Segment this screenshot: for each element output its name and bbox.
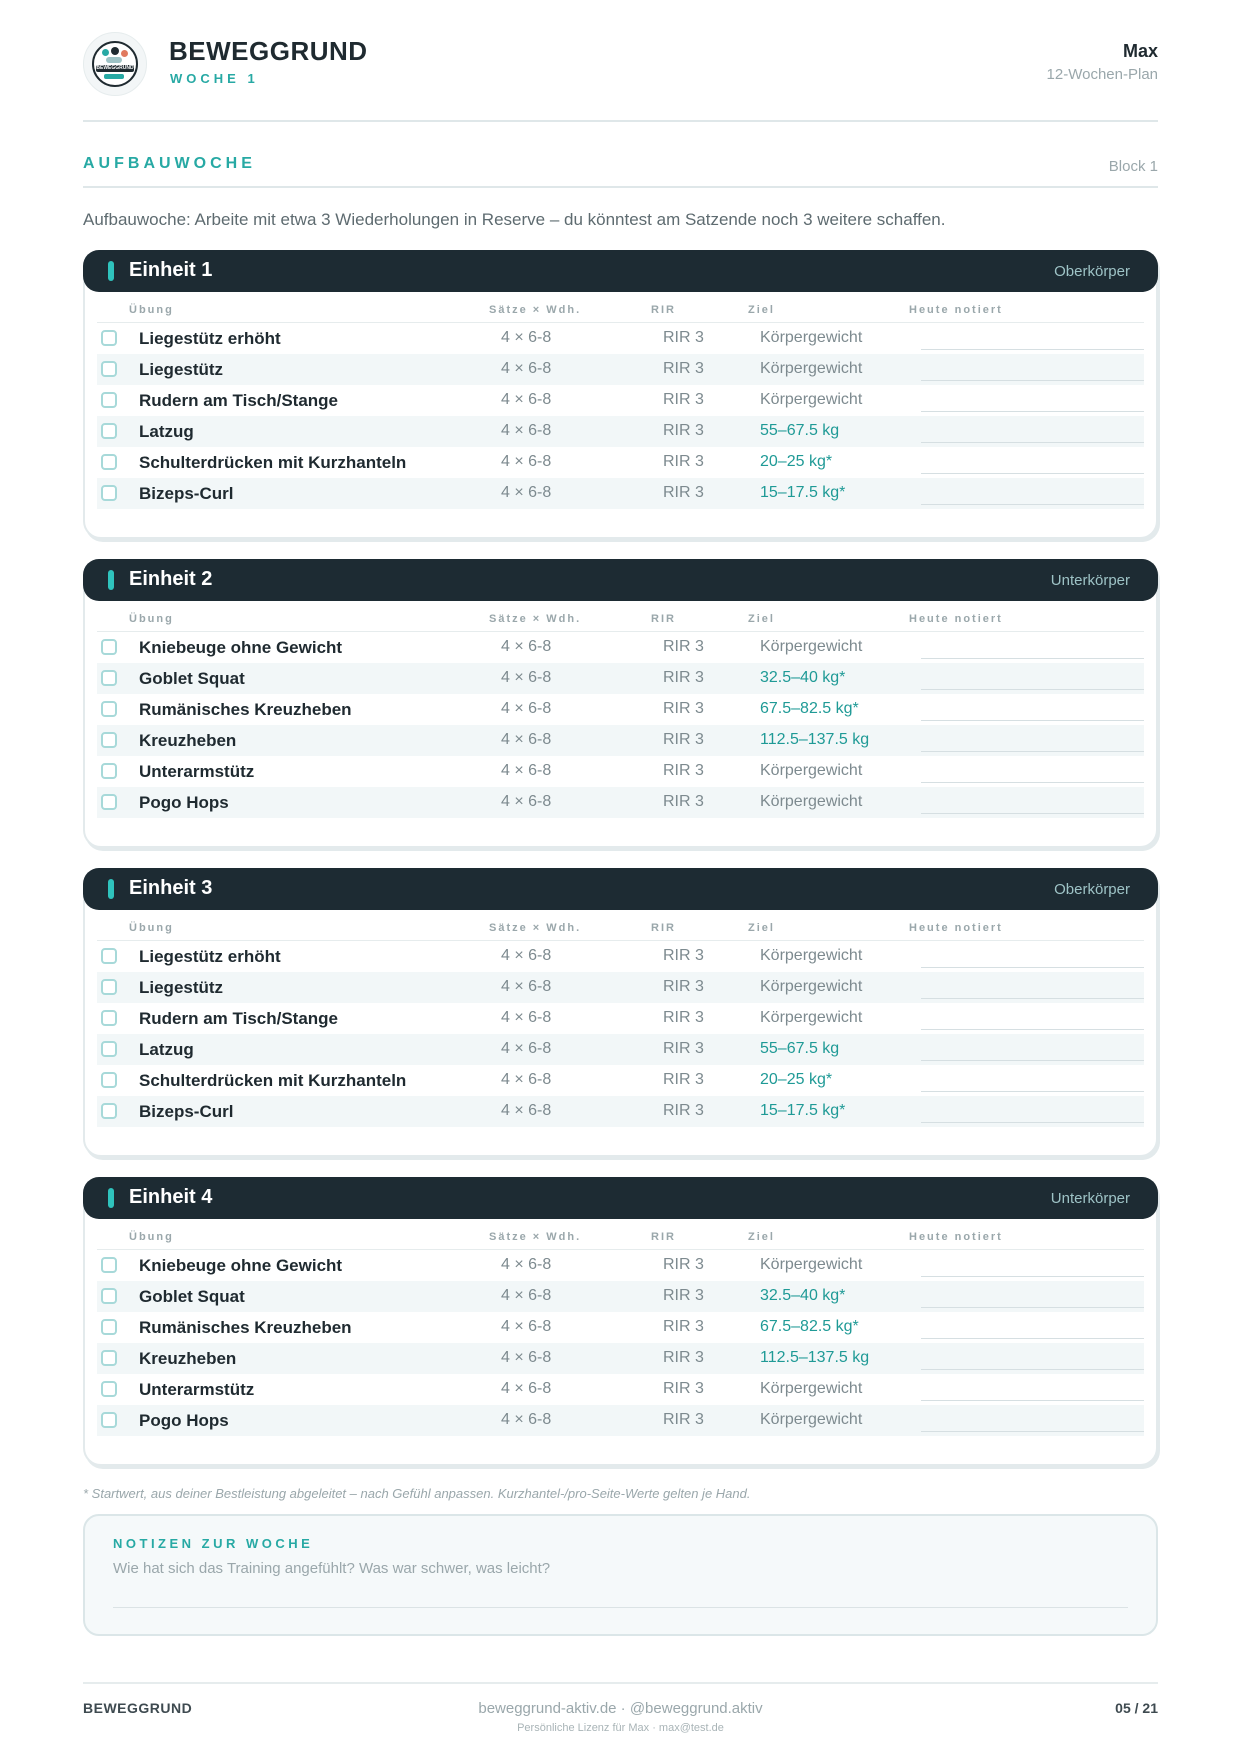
- today-note-field[interactable]: [921, 751, 1144, 752]
- today-note-field[interactable]: [921, 1091, 1144, 1092]
- exercise-row: [97, 385, 1144, 416]
- exercise-name: Rudern am Tisch/Stange: [139, 391, 339, 410]
- exercise-checkbox[interactable]: [101, 948, 117, 964]
- today-note-field[interactable]: [921, 1060, 1144, 1061]
- today-note-field[interactable]: [921, 1307, 1144, 1308]
- sets-reps: 4 × 6-8: [501, 360, 552, 377]
- exercise-name: Liegestütz erhöht: [139, 329, 281, 348]
- today-note-field[interactable]: [921, 1276, 1144, 1277]
- footer-license: Persönliche Lizenz für Max · max@test.de: [517, 1722, 724, 1734]
- sets-reps: 4 × 6-8: [501, 793, 552, 810]
- exercise-checkbox[interactable]: [101, 1350, 117, 1366]
- exercise-name: Rumänisches Kreuzheben: [139, 1318, 352, 1337]
- sets-reps: 4 × 6-8: [501, 1380, 552, 1397]
- goal-value: Körpergewicht: [760, 391, 863, 408]
- goal-value: Körpergewicht: [760, 1411, 863, 1428]
- rir-value: RIR 3: [663, 1287, 704, 1304]
- footer-brand: BEWEGGRUND: [83, 1700, 193, 1716]
- unit-focus-tag: Unterkörper: [1050, 572, 1130, 589]
- exercise-row: [97, 1250, 1144, 1281]
- exercise-checkbox[interactable]: [101, 1103, 117, 1119]
- plan-label: 12-Wochen-Plan: [1046, 66, 1158, 83]
- exercise-name: Kreuzheben: [139, 1349, 237, 1368]
- column-header-note: Heute notiert: [909, 1231, 1003, 1243]
- exercise-rows: [85, 323, 1156, 537]
- unit-accent-marker: [108, 879, 114, 899]
- column-header-sets: Sätze × Wdh.: [489, 1231, 582, 1243]
- rir-value: RIR 3: [663, 422, 704, 439]
- rir-value: RIR 3: [663, 1256, 704, 1273]
- goal-value: 15–17.5 kg*: [760, 1102, 846, 1119]
- unit-accent-marker: [108, 1188, 114, 1208]
- unit-accent-marker: [108, 261, 114, 281]
- exercise-checkbox[interactable]: [101, 1412, 117, 1428]
- exercise-checkbox[interactable]: [101, 330, 117, 346]
- exercise-name: Bizeps-Curl: [139, 484, 234, 503]
- unit-title: Einheit 2: [129, 568, 213, 590]
- table-header-row: [97, 1219, 1144, 1250]
- exercise-name: Pogo Hops: [139, 793, 229, 812]
- rir-value: RIR 3: [663, 1071, 704, 1088]
- exercise-name: Pogo Hops: [139, 1411, 229, 1430]
- goal-value: 32.5–40 kg*: [760, 669, 846, 686]
- block-label: Block 1: [1108, 158, 1158, 175]
- today-note-field[interactable]: [921, 1369, 1144, 1370]
- sets-reps: 4 × 6-8: [501, 731, 552, 748]
- exercise-row: [97, 941, 1144, 972]
- today-note-field[interactable]: [921, 782, 1144, 783]
- today-note-field[interactable]: [921, 411, 1144, 412]
- section-intro: Aufbauwoche: Arbeite mit etwa 3 Wiederholungen in Reserve – du könntest am Satzende noch 3 weitere schaffen.: [83, 210, 946, 229]
- exercise-rows: [85, 632, 1156, 846]
- exercise-checkbox[interactable]: [101, 392, 117, 408]
- sets-reps: 4 × 6-8: [501, 329, 552, 346]
- exercise-row: [97, 694, 1144, 725]
- exercise-name: Schulterdrücken mit Kurzhanteln: [139, 1071, 407, 1090]
- today-note-field[interactable]: [921, 813, 1144, 814]
- today-note-field[interactable]: [921, 473, 1144, 474]
- exercise-checkbox[interactable]: [101, 639, 117, 655]
- logo-emblem-icon: [92, 41, 138, 87]
- goal-value: Körpergewicht: [760, 978, 863, 995]
- exercise-name: Unterarmstütz: [139, 1380, 255, 1399]
- exercise-name: Kreuzheben: [139, 731, 237, 750]
- table-header-row: [97, 601, 1144, 632]
- exercise-row: [97, 1374, 1144, 1405]
- goal-value: 112.5–137.5 kg: [760, 1349, 870, 1366]
- exercise-name: Kniebeuge ohne Gewicht: [139, 638, 343, 657]
- notes-title: NOTIZEN ZUR WOCHE: [113, 1536, 314, 1551]
- column-header-goal: Ziel: [748, 1231, 775, 1243]
- workout-unit-card: [83, 868, 1158, 1157]
- exercise-row: [97, 787, 1144, 818]
- exercise-rows: [85, 941, 1156, 1155]
- unit-title: Einheit 3: [129, 877, 213, 899]
- exercise-name: Latzug: [139, 422, 194, 441]
- page-number: 05 / 21: [1115, 1700, 1158, 1716]
- column-header-sets: Sätze × Wdh.: [489, 922, 582, 934]
- today-note-field[interactable]: [921, 998, 1144, 999]
- exercise-row: [97, 478, 1144, 509]
- exercise-checkbox[interactable]: [101, 732, 117, 748]
- exercise-name: Liegestütz erhöht: [139, 947, 281, 966]
- column-header-goal: Ziel: [748, 304, 775, 316]
- exercise-checkbox[interactable]: [101, 485, 117, 501]
- sets-reps: 4 × 6-8: [501, 391, 552, 408]
- exercise-row: [97, 1312, 1144, 1343]
- exercise-row: [97, 1003, 1144, 1034]
- sets-reps: 4 × 6-8: [501, 978, 552, 995]
- exercise-checkbox[interactable]: [101, 794, 117, 810]
- today-note-field[interactable]: [921, 1029, 1144, 1030]
- sets-reps: 4 × 6-8: [501, 1009, 552, 1026]
- unit-focus-tag: Unterkörper: [1050, 1190, 1130, 1207]
- footnote: * Startwert, aus deiner Bestleistung abgeleitet – nach Gefühl anpassen. Kurzhantel-/pro-Seite-Werte gelten je Hand.: [83, 1486, 751, 1501]
- exercise-checkbox[interactable]: [101, 1381, 117, 1397]
- rir-value: RIR 3: [663, 700, 704, 717]
- exercise-row: [97, 1343, 1144, 1374]
- workout-unit-card: [83, 559, 1158, 848]
- column-header-note: Heute notiert: [909, 613, 1003, 625]
- exercise-row: [97, 1405, 1144, 1436]
- rir-value: RIR 3: [663, 947, 704, 964]
- goal-value: Körpergewicht: [760, 329, 863, 346]
- workout-unit-card: [83, 250, 1158, 539]
- exercise-rows: [85, 1250, 1156, 1464]
- today-note-field[interactable]: [921, 1338, 1144, 1339]
- week-label: WOCHE 1: [170, 71, 259, 86]
- exercise-name: Latzug: [139, 1040, 194, 1059]
- sets-reps: 4 × 6-8: [501, 1071, 552, 1088]
- exercise-row: [97, 447, 1144, 478]
- sets-reps: 4 × 6-8: [501, 1102, 552, 1119]
- today-note-field[interactable]: [921, 1400, 1144, 1401]
- exercise-checkbox[interactable]: [101, 1010, 117, 1026]
- sets-reps: 4 × 6-8: [501, 700, 552, 717]
- rir-value: RIR 3: [663, 1009, 704, 1026]
- sets-reps: 4 × 6-8: [501, 638, 552, 655]
- column-header-sets: Sätze × Wdh.: [489, 613, 582, 625]
- goal-value: Körpergewicht: [760, 1009, 863, 1026]
- goal-value: Körpergewicht: [760, 1256, 863, 1273]
- exercise-name: Liegestütz: [139, 360, 224, 379]
- exercise-checkbox[interactable]: [101, 1072, 117, 1088]
- column-header-sets: Sätze × Wdh.: [489, 304, 582, 316]
- goal-value: Körpergewicht: [760, 947, 863, 964]
- sets-reps: 4 × 6-8: [501, 1040, 552, 1057]
- notes-write-line: [113, 1607, 1128, 1608]
- rir-value: RIR 3: [663, 1411, 704, 1428]
- rir-value: RIR 3: [663, 1318, 704, 1335]
- exercise-row: [97, 632, 1144, 663]
- exercise-checkbox[interactable]: [101, 763, 117, 779]
- unit-header-bar: [83, 868, 1158, 910]
- sets-reps: 4 × 6-8: [501, 669, 552, 686]
- sets-reps: 4 × 6-8: [501, 1318, 552, 1335]
- exercise-name: Kniebeuge ohne Gewicht: [139, 1256, 343, 1275]
- sets-reps: 4 × 6-8: [501, 1256, 552, 1273]
- rir-value: RIR 3: [663, 1349, 704, 1366]
- rir-value: RIR 3: [663, 1040, 704, 1057]
- column-header-rir: RIR: [651, 304, 676, 316]
- goal-value: Körpergewicht: [760, 762, 863, 779]
- section-title: AUFBAUWOCHE: [83, 155, 256, 172]
- units-list: [83, 250, 1158, 1466]
- sets-reps: 4 × 6-8: [501, 762, 552, 779]
- exercise-checkbox[interactable]: [101, 423, 117, 439]
- column-header-goal: Ziel: [748, 613, 775, 625]
- goal-value: 55–67.5 kg: [760, 422, 840, 439]
- table-header-row: [97, 910, 1144, 941]
- today-note-field[interactable]: [921, 349, 1144, 350]
- footer-links: beweggrund-aktiv.de · @beweggrund.aktiv: [478, 1700, 763, 1717]
- exercise-name: Liegestütz: [139, 978, 224, 997]
- goal-value: Körpergewicht: [760, 638, 863, 655]
- goal-value: 20–25 kg*: [760, 453, 833, 470]
- unit-focus-tag: Oberkörper: [1054, 881, 1130, 898]
- rir-value: RIR 3: [663, 793, 704, 810]
- exercise-checkbox[interactable]: [101, 979, 117, 995]
- exercise-checkbox[interactable]: [101, 361, 117, 377]
- sets-reps: 4 × 6-8: [501, 484, 552, 501]
- goal-value: 15–17.5 kg*: [760, 484, 846, 501]
- rir-value: RIR 3: [663, 329, 704, 346]
- page-header: [83, 0, 1158, 122]
- rir-value: RIR 3: [663, 360, 704, 377]
- exercise-row: [97, 1065, 1144, 1096]
- exercise-checkbox[interactable]: [101, 1041, 117, 1057]
- goal-value: 55–67.5 kg: [760, 1040, 840, 1057]
- rir-value: RIR 3: [663, 1380, 704, 1397]
- today-note-field[interactable]: [921, 689, 1144, 690]
- goal-value: 20–25 kg*: [760, 1071, 833, 1088]
- weekly-notes-box[interactable]: [83, 1514, 1158, 1636]
- goal-value: Körpergewicht: [760, 360, 863, 377]
- exercise-checkbox[interactable]: [101, 1288, 117, 1304]
- column-header-goal: Ziel: [748, 922, 775, 934]
- column-header-exercise: Übung: [129, 922, 174, 934]
- today-note-field[interactable]: [921, 380, 1144, 381]
- unit-header-bar: [83, 250, 1158, 292]
- goal-value: 32.5–40 kg*: [760, 1287, 846, 1304]
- exercise-checkbox[interactable]: [101, 454, 117, 470]
- sets-reps: 4 × 6-8: [501, 422, 552, 439]
- exercise-checkbox[interactable]: [101, 1257, 117, 1273]
- exercise-row: [97, 354, 1144, 385]
- today-note-field[interactable]: [921, 720, 1144, 721]
- exercise-checkbox[interactable]: [101, 1319, 117, 1335]
- exercise-row: [97, 1034, 1144, 1065]
- workout-unit-card: [83, 1177, 1158, 1466]
- unit-header-bar: [83, 1177, 1158, 1219]
- exercise-row: [97, 1281, 1144, 1312]
- exercise-row: [97, 972, 1144, 1003]
- goal-value: 67.5–82.5 kg*: [760, 1318, 859, 1335]
- rir-value: RIR 3: [663, 391, 704, 408]
- goal-value: 67.5–82.5 kg*: [760, 700, 859, 717]
- rir-value: RIR 3: [663, 453, 704, 470]
- unit-accent-marker: [108, 570, 114, 590]
- sets-reps: 4 × 6-8: [501, 1287, 552, 1304]
- column-header-exercise: Übung: [129, 613, 174, 625]
- today-note-field[interactable]: [921, 1431, 1144, 1432]
- logo-text: BEWEGGRUND: [96, 65, 134, 71]
- exercise-row: [97, 416, 1144, 447]
- goal-value: Körpergewicht: [760, 1380, 863, 1397]
- today-note-field[interactable]: [921, 504, 1144, 505]
- column-header-rir: RIR: [651, 1231, 676, 1243]
- goal-value: 112.5–137.5 kg: [760, 731, 870, 748]
- exercise-row: [97, 756, 1144, 787]
- today-note-field[interactable]: [921, 442, 1144, 443]
- unit-title: Einheit 1: [129, 259, 213, 281]
- goal-value: Körpergewicht: [760, 793, 863, 810]
- today-note-field[interactable]: [921, 658, 1144, 659]
- exercise-name: Goblet Squat: [139, 1287, 245, 1306]
- column-header-note: Heute notiert: [909, 304, 1003, 316]
- unit-focus-tag: Oberkörper: [1054, 263, 1130, 280]
- column-header-exercise: Übung: [129, 1231, 174, 1243]
- unit-title: Einheit 4: [129, 1186, 213, 1208]
- rir-value: RIR 3: [663, 484, 704, 501]
- exercise-name: Bizeps-Curl: [139, 1102, 234, 1121]
- exercise-name: Unterarmstütz: [139, 762, 255, 781]
- exercise-name: Goblet Squat: [139, 669, 245, 688]
- unit-header-bar: [83, 559, 1158, 601]
- exercise-row: [97, 323, 1144, 354]
- exercise-name: Rudern am Tisch/Stange: [139, 1009, 339, 1028]
- column-header-rir: RIR: [651, 613, 676, 625]
- column-header-rir: RIR: [651, 922, 676, 934]
- exercise-row: [97, 663, 1144, 694]
- page: [83, 0, 1158, 1636]
- table-header-row: [97, 292, 1144, 323]
- rir-value: RIR 3: [663, 978, 704, 995]
- notes-placeholder: Wie hat sich das Training angefühlt? Was war schwer, was leicht?: [113, 1560, 551, 1577]
- brand-name: BEWEGGRUND: [169, 36, 368, 66]
- exercise-checkbox[interactable]: [101, 701, 117, 717]
- today-note-field[interactable]: [921, 967, 1144, 968]
- page-footer: [83, 1682, 1158, 1744]
- rir-value: RIR 3: [663, 762, 704, 779]
- brand-logo: [83, 32, 147, 96]
- sets-reps: 4 × 6-8: [501, 453, 552, 470]
- sets-reps: 4 × 6-8: [501, 947, 552, 964]
- exercise-row: [97, 1096, 1144, 1127]
- exercise-name: Schulterdrücken mit Kurzhanteln: [139, 453, 407, 472]
- sets-reps: 4 × 6-8: [501, 1411, 552, 1428]
- user-name: Max: [1122, 41, 1158, 61]
- rir-value: RIR 3: [663, 669, 704, 686]
- column-header-note: Heute notiert: [909, 922, 1003, 934]
- section-header: [83, 122, 1158, 188]
- today-note-field[interactable]: [921, 1122, 1144, 1123]
- rir-value: RIR 3: [663, 1102, 704, 1119]
- column-header-exercise: Übung: [129, 304, 174, 316]
- exercise-checkbox[interactable]: [101, 670, 117, 686]
- exercise-name: Rumänisches Kreuzheben: [139, 700, 352, 719]
- rir-value: RIR 3: [663, 731, 704, 748]
- rir-value: RIR 3: [663, 638, 704, 655]
- exercise-row: [97, 725, 1144, 756]
- sets-reps: 4 × 6-8: [501, 1349, 552, 1366]
